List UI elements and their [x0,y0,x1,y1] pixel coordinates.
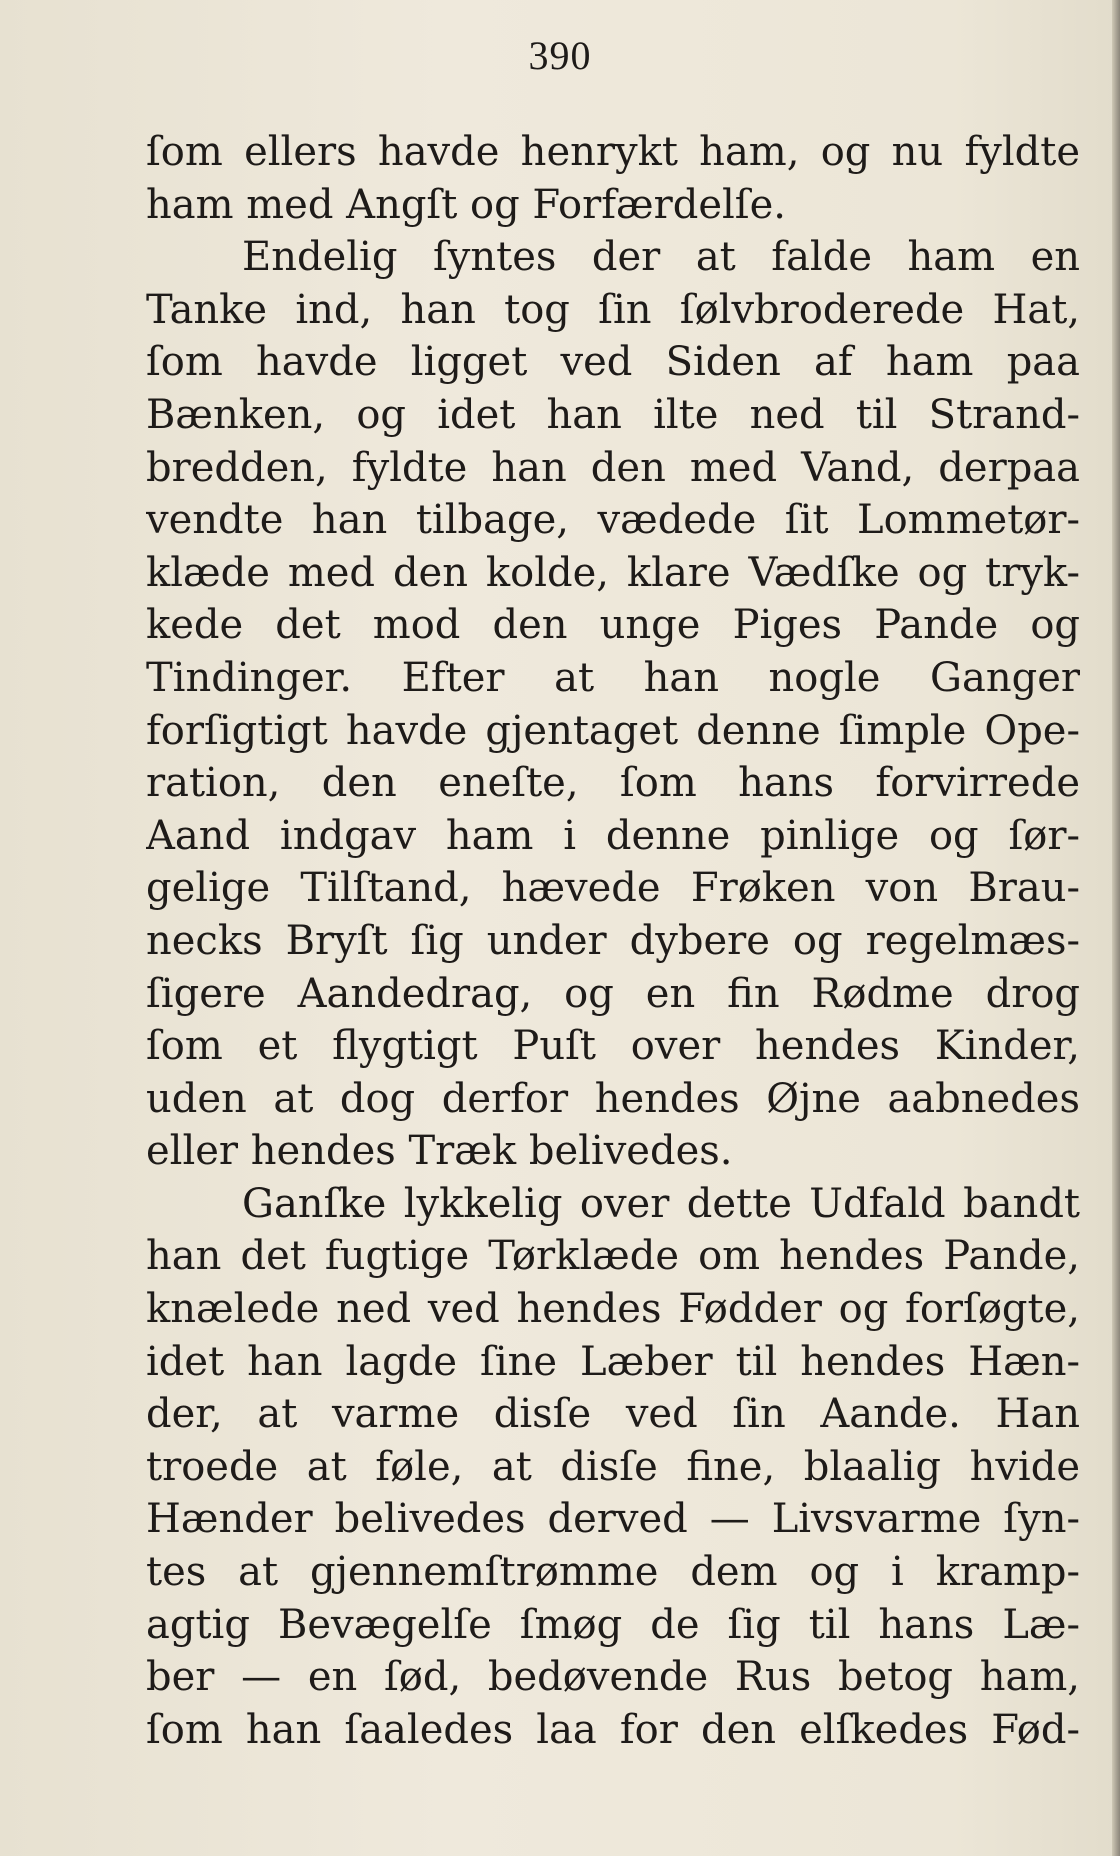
text-line: ber — en ſød, bedøvende Rus betog ham, [146,1654,1080,1701]
text-line: troede at føle, at disſe fine, blaalig hvide [146,1443,1080,1490]
text-line: Tindinger. Efter at han nogle Ganger [146,654,1080,701]
text-line: eller hendes Træk belivedes. [146,1128,733,1175]
body-text [146,126,1080,1756]
text-line: Ganſke lykkelig over dette Udfald bandt [242,1180,1080,1227]
text-line: agtig Bevægelſe ſmøg de ſig til hans Læ- [146,1601,1080,1648]
text-line: uden at dog derfor hendes Øjne aabnedes [146,1075,1080,1122]
text-line: kede det mod den unge Piges Pande og [146,602,1080,649]
text-line: ſigere Aandedrag, og en fin Rødme drog [146,970,1080,1017]
text-line: Endelig ſyntes der at falde ham en [242,234,1080,281]
text-line: necks Bryſt ſig under dybere og regelmæs- [146,917,1080,964]
text-line: ſom et flygtigt Puſt over hendes Kinder, [146,1023,1080,1070]
text-line: ſom han ſaaledes laa for den elſkedes Fød- [146,1706,1080,1753]
text-line: knælede ned ved hendes Fødder og forſøgte, [146,1286,1080,1333]
text-line: ſom ellers havde henrykt ham, og nu fyldte [146,129,1080,175]
text-line: ham med Angſt og Forfærdelſe. [146,181,786,228]
page-number: 390 [528,33,592,78]
text-line: ration, den eneſte, ſom hans forvirrede [146,760,1080,807]
text-line: Hænder belivedes derved — Livsvarme ſyn- [146,1496,1080,1543]
text-line: Aand indgav ham i denne pinlige og ſør- [146,812,1080,859]
text-line: tes at gjennemſtrømme dem og i kramp- [146,1549,1080,1596]
text-line: Tanke ind, han tog ſin ſølvbroderede Hat, [146,286,1080,333]
text-line: han det fugtige Tørklæde om hendes Pande, [146,1233,1080,1280]
page-edge [1112,0,1120,1856]
text-line: der, at varme disſe ved ſin Aande. Han [146,1391,1080,1438]
text-line: forſigtigt havde gjentaget denne ſimple Ope- [146,707,1080,754]
text-line: klæde med den kolde, klare Vædſke og tryk- [146,549,1080,596]
text-line: vendte han tilbage, vædede ſit Lommetør- [146,497,1080,544]
text-line: Bænken, og idet han ilte ned til Strand- [146,391,1080,438]
text-line: idet han lagde ſine Læber til hendes Hæn- [146,1338,1080,1385]
text-line: gelige Tilſtand, hævede Frøken von Brau- [146,865,1080,912]
text-line: ſom havde ligget ved Siden af ham paa [146,339,1080,386]
text-line: bredden, fyldte han den med Vand, derpaa [146,444,1080,491]
